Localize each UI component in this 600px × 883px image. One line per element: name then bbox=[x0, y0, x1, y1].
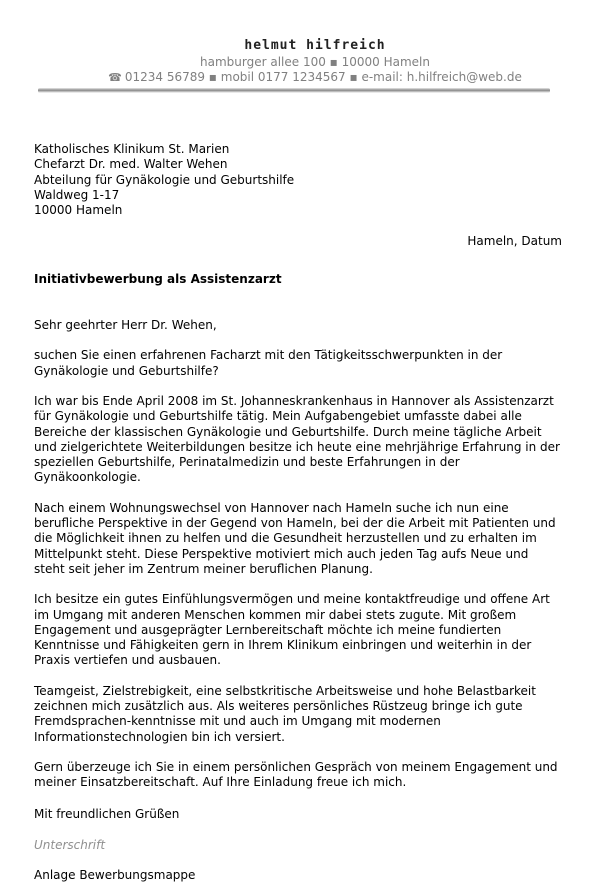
paragraph: Teamgeist, Zielstrebigkeit, eine selbstkritische Arbeitsweise und hohe Belastbarkeit zeichnen mich zusätzlich aus. Als weiteres persönliches Rüstzeug bringe ich gute Fremdsprachen-kenntnisse mit und auch im Umgang mit modernen Informationstechnologien bin ich versiert. bbox=[34, 683, 536, 744]
letter-body bbox=[34, 142, 562, 883]
sender-contact: 01234 56789 ▪ mobil 0177 1234567 ▪ e-mail: h.hilfreich@web.de bbox=[124, 70, 522, 84]
header-divider bbox=[38, 88, 550, 93]
signature-placeholder: Unterschrift bbox=[34, 837, 106, 852]
paragraph: Nach einem Wohnungswechsel von Hannover nach Hameln suche ich nun eine berufliche Perspektive in der Gegend von Hameln, bei der die Arbeit mit Patienten und die Möglichkeit ihnen zu helfen und die Gesundheit herzustellen und zu erhalten im Mittelpunkt steht. Diese Perspektive motiviert mich auch jeden Tag aufs Neue und steht seit jeher im Zentrum meiner beruflichen Planung. bbox=[34, 500, 556, 576]
recipient-address bbox=[34, 142, 562, 218]
recipient-line: Abteilung für Gynäkologie und Geburtshilfe bbox=[34, 172, 295, 187]
sender-name: helmut hilfreich bbox=[244, 38, 386, 53]
letter-date: Hameln, Datum bbox=[467, 234, 562, 249]
sender-address: hamburger allee 100 ▪ 10000 Hameln bbox=[200, 55, 430, 69]
paragraph: Ich war bis Ende April 2008 im St. Johanneskrankenhaus in Hannover als Assistenzarzt für Gynäkologie und Geburtshilfe tätig. Mein Aufgabengebiet umfasste dabei alle Bereiche der klassischen Gynäkologie und Geburtshilfe. Durch meine tägliche Arbeit und zielgerichtete Weiterbildungen besitze ich heute eine mehrjährige Erfahrung in der speziellen Geburtshilfe, Perinatalmedizin und beste Erfahrungen in der Gynäkoonkologie. bbox=[34, 393, 560, 485]
paragraph: suchen Sie einen erfahrenen Facharzt mit den Tätigkeitsschwerpunkten in der Gynäkologie und Geburtshilfe? bbox=[34, 348, 503, 378]
letter-subject: Initiativbewerbung als Assistenzarzt bbox=[34, 271, 282, 286]
attachment-note: Anlage Bewerbungsmappe bbox=[34, 868, 196, 883]
closing: Mit freundlichen Grüßen bbox=[34, 806, 180, 821]
recipient-line: Chefarzt Dr. med. Walter Wehen bbox=[34, 157, 228, 172]
telephone-icon: ☎ bbox=[108, 71, 122, 84]
recipient-line: Waldweg 1-17 bbox=[34, 187, 120, 202]
paragraph: Ich besitze ein gutes Einfühlungsvermögen und meine kontaktfreudige und offene Art im Umgang mit anderen Menschen kommen mir dabei stets zugute. Mit großem Engagement und ausgeprägter Lernbereitschaft möchte ich meine fundierten Kenntnisse und Fähigkeiten gern in Ihrem Klinikum einbringen und weiterhin in der Praxis vertiefen und ausbauen. bbox=[34, 592, 550, 668]
letterhead bbox=[0, 38, 600, 85]
recipient-line: Katholisches Klinikum St. Marien bbox=[34, 142, 230, 156]
paragraph: Gern überzeuge ich Sie in einem persönlichen Gespräch von meinem Engagement und meiner Einsatzbereitschaft. Auf Ihre Einladung freue ich mich. bbox=[34, 759, 558, 790]
sender-contact-line bbox=[30, 70, 600, 85]
salutation: Sehr geehrter Herr Dr. Wehen, bbox=[34, 318, 217, 333]
recipient-line: 10000 Hameln bbox=[34, 203, 123, 218]
